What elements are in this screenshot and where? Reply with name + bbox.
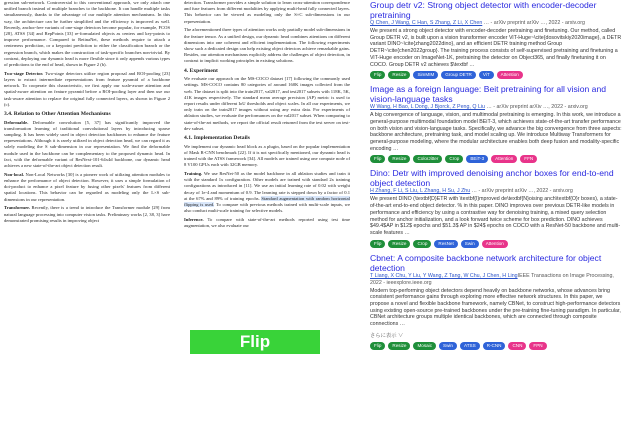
result-meta: [370, 20, 623, 27]
result-meta: [370, 273, 623, 287]
result-item: [370, 0, 623, 79]
result-item: [370, 168, 623, 247]
tag-chip-row: [370, 71, 623, 79]
result-title-link[interactable]: Cbnet: A composite backbone network architecture for object detection: [370, 252, 602, 273]
result-snippet: We present a strong object detector with encoder-decoder pretraining and finetuning. Our method, called Group DETR v2, is built upon a vision transformer encoder ViT-Huge~\cite{dosovitskiy2020image}, a DETR variant DINO~\cite{zhang2022dino}, and an efficient DETR training method Group DETR~\cite{chen2022group}. The training process consists of self-supervised pretraining and finetuning a ViT-Huge encoder on ImageNet-1K, pretraining the detector on Object365, and finally finetuning it on COCO. Group DETR v2 achieves $\textbf …: [370, 28, 622, 68]
paragraph-tail: To compare with previous methods trained with multi-scale inputs, we also conduct multi-scale training for selective models.: [184, 202, 350, 214]
tag-chip[interactable]: FPN: [529, 342, 546, 350]
paragraph-lead: Non-local.: [4, 171, 25, 177]
paper-paragraph: [4, 172, 170, 203]
tag-chip[interactable]: Group DETR: [441, 71, 476, 79]
search-results-panel[interactable]: [360, 0, 627, 424]
result-title-link[interactable]: Group detr v2: Strong object detector with encoder-decoder pretraining: [370, 0, 597, 20]
paragraph-text: We implement our dynamic head block as a plugin, based on the popular implementation of Mask R-CNN benchmark [22]. If it is not specifically mentioned, our dynamic head is trained with the ATSS framework [34]. All models are trained using one compute node of 8 V100 GPUs each with 32GB memory.: [184, 143, 350, 168]
tag-chip[interactable]: Attention: [497, 71, 523, 79]
tag-chip[interactable]: Flip: [370, 342, 385, 350]
paper-paragraph: [4, 71, 170, 108]
result-authors[interactable]: T Liang, X Chu, Y Liu, Y Wang, Z Tang, W Chu, J Chen, H Ling: [370, 272, 518, 279]
paragraph-text: We use ResNet-50 as the model backbone in all ablation studies and train it with the standard 1x configuration. Other models are trained with standard 2x training configurations as introduced in [11]. We use an initial learning rate of 0.02 with weight decay of 1e-4 and momentum of 0.9. The learning rate is stepped down by a factor of 0.1 at the 67% and 89% of training epochs.: [184, 171, 350, 201]
section-heading: 3.4. Relation to Other Attention Mechanisms: [4, 110, 111, 117]
tag-chip[interactable]: Flip: [370, 240, 385, 248]
tag-chip[interactable]: Swin: [439, 342, 457, 350]
paper-paragraph: [184, 217, 350, 229]
paper-paragraph: [184, 0, 350, 25]
paragraph-lead: Deformable.: [4, 119, 29, 125]
tag-chip[interactable]: Flip: [370, 155, 385, 163]
tag-chip[interactable]: Swin: [461, 240, 479, 248]
paragraph-text: Non-Local Networks [30] is a pioneer work of utilizing attention modules to enhance the performance of object detection. However, it uses a simple formulation of dot-product to enhance a pixel feature by fusing other pixels' features from different spatial locations. This behavior can be regarded as modeling only the L×S sub-dimensions in our representation.: [4, 171, 170, 202]
result-meta: [370, 104, 623, 111]
result-source: … - arXiv preprint arXiv …, 2022 - arxiv.org: [482, 20, 585, 26]
paper-paragraph: [4, 205, 170, 224]
tag-chip-row: [370, 342, 623, 350]
paper-column-right: [184, 0, 350, 232]
show-more-toggle[interactable]: さらに表示 ∨: [370, 332, 404, 339]
paper-paragraph: [184, 171, 350, 214]
paragraph-text: Deformable convolution [5, 37] has significantly improved the transformation learning of traditional convolutional layers by introducing sparse sampling. It has been widely used in object detection backbones to enhance the feature representations. Although it is rarely utilized in object detection head, we can regard it as solely modeling the S sub-dimension in our representation. We find the deformable module used in the backbone can be complementary to the proposed dynamic head. In fact, with the deformable variant of ResNext-101-64x4d backbone, our dynamic head achieves a new state-of-the-art object detection result.: [4, 119, 170, 169]
paragraph-text: We evaluate our approach on the MS-COCO dataset [17] following the commonly used settings. MS-COCO contains 80 categories of around 160K images collected from the web. The dataset is split into the train2017, val2017, and test2017 subsets with 118K, 5K, 41K images respectively. The standard mean average precision (AP) metric is used to report results under different IoU thresholds and object scales. In all our experiments, we only train on the train2017 images without using any extra data. For experiments of ablation studies, we evaluate the performances on the val2017 subset. When comparing to state-of-the-art methods, we report the official result returned from the test server on test-dev subset.: [184, 76, 350, 131]
tag-chip[interactable]: Resize: [388, 155, 410, 163]
result-snippet: A big convergence of language, vision, and multimodal pretraining is emerging. In this work, we introduce a general-purpose multimodal foundation model BEiT-3, which achieves state-of-the-art transfer performance on both vision and vision-language tasks. Specifically, we advance the big convergence from three aspects: backbone architecture, pretraining task, and model scaling up. We introduce Multiway Transformers for general-purpose modeling, where the modular architecture enables both deep fusion and modality-specific encoding …: [370, 112, 622, 152]
tag-chip[interactable]: Resize: [388, 342, 410, 350]
paper-paragraph: [184, 76, 350, 132]
tag-chip[interactable]: Flip: [370, 71, 385, 79]
tag-chip[interactable]: Crop: [413, 240, 431, 248]
tag-chip[interactable]: ResNet: [434, 240, 457, 248]
tag-chip[interactable]: Attention: [491, 155, 517, 163]
paragraph-lead: Inference.: [184, 217, 204, 222]
tag-chip[interactable]: SimMIM: [413, 71, 438, 79]
result-source: … - arXiv preprint arXiv …, 2022 - arxiv.org: [485, 104, 588, 111]
paragraph-text: Recently, there is a trend to introduce the Transformer module [29] from natural language processing into computer vision tasks. Preliminary works [2, 38, 3] have demonstrated promising results in improving object: [4, 205, 170, 223]
tag-chip-row: [370, 155, 623, 163]
tag-chip[interactable]: Attention: [482, 240, 508, 248]
paragraph-lead: Two-stage Detector.: [4, 70, 44, 76]
result-title-link[interactable]: Image as a foreign language: Beit pretraining for all vision and vision-language tasks: [370, 84, 606, 105]
section-heading: 4.1. Implementation Details: [184, 135, 250, 142]
flip-highlight-label: Flip: [190, 330, 320, 354]
tag-chip[interactable]: ColorJitter: [413, 155, 442, 163]
tag-chip[interactable]: Resize: [388, 240, 410, 248]
tag-chip[interactable]: CNN: [508, 342, 526, 350]
tag-chip[interactable]: BEiT-3: [466, 155, 488, 163]
highlighted-sentence: Standard augmentation with random horizontal flipping is used.: [184, 195, 350, 208]
paragraph-lead: Training.: [184, 171, 203, 177]
tag-chip-row: [370, 240, 623, 248]
paper-column-left: [4, 0, 170, 226]
result-title-link[interactable]: Dino: Detr with improved denoising anchor boxes for end-to-end object detection: [370, 168, 614, 189]
paper-paragraph: [4, 120, 170, 170]
result-snippet: Modern top-performing object detectors depend heavily on backbone networks, whose advances bring consistent performance gains through exploring more effective network structures. In this paper, we propose a novel and flexible backbone framework, namely CBNet, to construct high-performance detectors using existing open-source pre-trained backbones under the pre-training fine-tuning paradigm. In particular, CBNet architecture groups multiple identical backbones, which are connected through composite connections …: [370, 287, 621, 328]
paragraph-text: To compare with state-of-the-art methods reported using test time augmentation, we also evaluate our: [184, 217, 350, 229]
tag-chip[interactable]: Mosaic: [413, 342, 436, 350]
tag-chip[interactable]: ATSS: [460, 342, 480, 350]
paragraph-text: detection. Transformer provides a simple solution to learn cross-attention correspondence and fuse features from different modalities by applying multi-head fully connected layers. This behavior can be viewed as modeling only the S×C sub-dimensions in our representation.: [184, 0, 350, 24]
paper-paragraph: [184, 144, 350, 169]
paragraph-text: The aforementioned three types of attention works only partially model sub-dimensions in the feature tensor. As a unified design, our dynamic head combines attentions on different dimensions into one coherent and efficient implementation. The following experiments show such a dedicated design can help existing object detectors achieve remarkable gains. Besides, our attention mechanisms explicitly address the challenges of object detection, in contrast to implicit working principles in existing solutions.: [184, 27, 350, 64]
result-item: [370, 84, 623, 163]
tag-chip[interactable]: ViT: [479, 71, 494, 79]
paragraph-text: gression sub-network. Controversial to this conventional approach, we only attach one unified branch instead of multiple branches to the backbone. It can handle multiple tasks simultaneously, thanks to the advantage of our multiple attention mechanisms. In this way, the architecture can be further simplified and the efficiency is improved as well. Recently, anchor-free variants of one-stage detectors become popular, for example, FCOS [28], ATSS [34] and RepPoints [33] re-formulated objects as centers and key-points to improve performance. Compared to RetinaNet, these methods require to attach a centerness prediction, or a keypoint prediction to either the classification branch or the regression branch, which makes the construction of task-specific branches non-trivial. By contrast, deploying our dynamic head is more flexible since it only appends various types of predictions to the end of head, shown in Figure 2 (b).: [4, 0, 170, 68]
result-meta: [370, 188, 623, 195]
paper-paragraph: [184, 27, 350, 64]
result-snippet: We present DINO (\textbf{D}ETR with \textbf{I}mproved de\textbf{N}oising anch\textbf{O}r boxes), a state-of-the-art end-to-end object detector. % in this paper. DINO improves over previous DETR-like models in performance and efficiency by using a contrastive way for denoising training, a mixed query selection method for anchor initialization, and a look forward twice scheme for box prediction. DINO achieves $49.4$AP in $12$ epochs and $51.3$ AP in $24$ epochs on COCO with a ResNet-50 backbone and multi-scale features …: [370, 196, 621, 236]
result-authors[interactable]: W Wang, H Bao, L Dong, J Bjorck, Z Peng, Q Liu: [370, 104, 486, 111]
result-authors[interactable]: Q Chen, J Wang, C Han, S Zhang, Z Li, X Chen: [370, 20, 483, 26]
result-source: … - arXiv preprint arXiv …, 2022 - arxiv.org: [470, 188, 573, 195]
paragraph-lead: Transformer.: [4, 205, 30, 211]
paper-paragraph: [4, 0, 170, 68]
tag-chip[interactable]: R-CNN: [483, 342, 506, 350]
section-heading: 4. Experiment: [184, 67, 218, 74]
tag-chip[interactable]: FFN: [520, 155, 537, 163]
result-item: [370, 253, 623, 350]
result-authors[interactable]: H Zhang, F Li, S Liu, L Zhang, H Su, J Zhu: [370, 188, 471, 195]
paragraph-text: Two-stage detectors utilize region proposal and ROI-pooling [23] layers to extract intermediate representations from feature pyramid of a backbone network. To cooperate this characteristic, we first apply our scale-aware attention and spatial-aware attention on feature pyramid before a ROI-pooling layer and then use our task-aware attention to replace the original fully connected layers, as shown in Figure 2 (c).: [4, 70, 170, 107]
tag-chip[interactable]: Crop: [445, 155, 463, 163]
tag-chip[interactable]: Resize: [388, 71, 410, 79]
result-source: IEEE Transactions on Image Processing, 2022 - ieeexplore.ieee.org: [370, 272, 614, 286]
